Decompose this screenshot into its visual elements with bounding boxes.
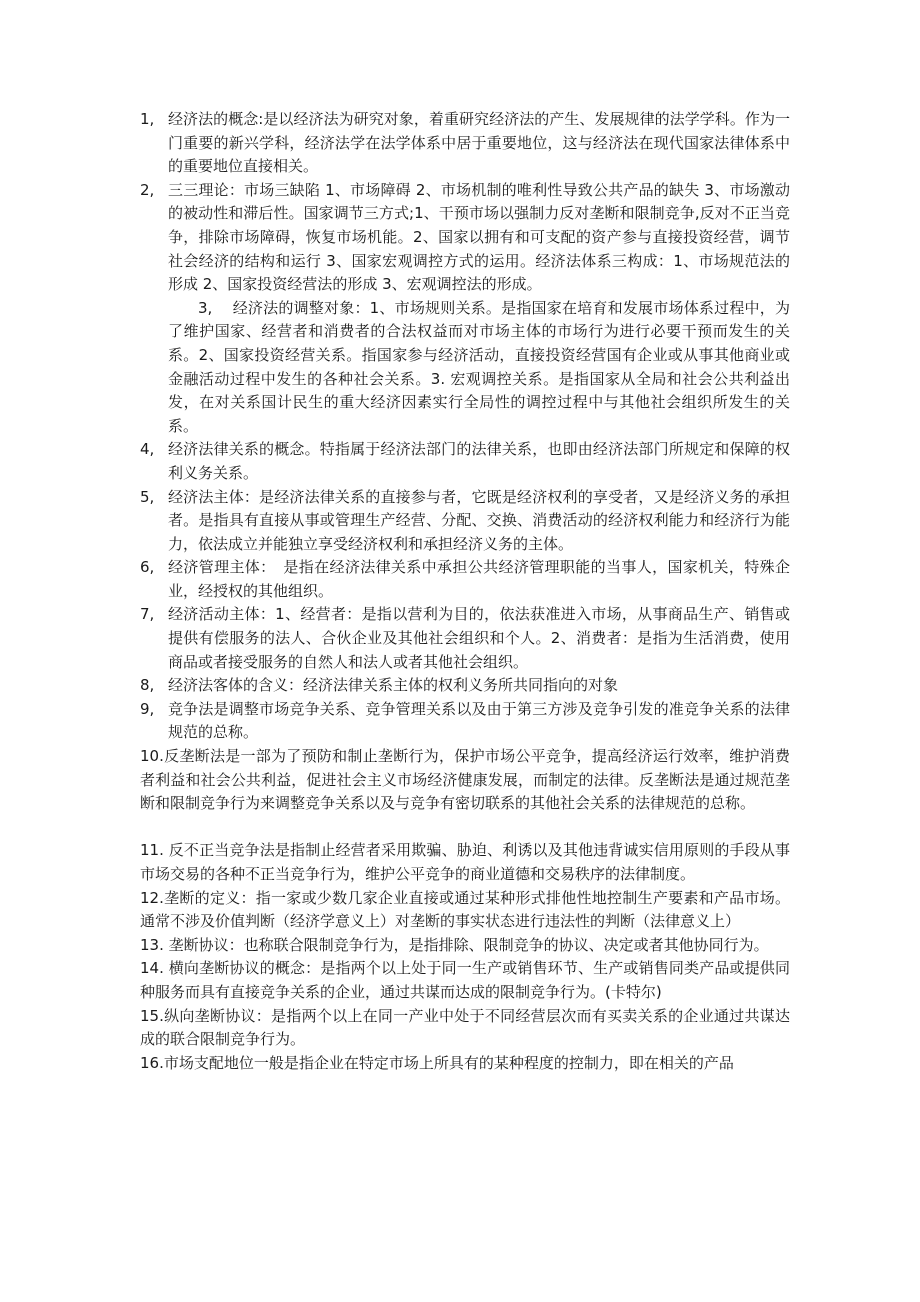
list-item-5	[140, 486, 790, 557]
paragraph-13: 13. 垄断协议：也称联合限制竞争行为，是指排除、限制竞争的协议、决定或者其他协同行为。	[140, 935, 769, 954]
item-number: 7,	[140, 605, 155, 624]
paragraph-12: 12.垄断的定义：指一家或少数几家企业直接或通过某种形式排他性地控制生产要素和产品市场。通常不涉及价值判断（经济学意义上）对垄断的事实状态进行违法性的判断（法律意义上）	[140, 888, 790, 931]
list-item-3	[140, 297, 790, 439]
item-text: 竞争法是调整市场竞争关系、竞争管理关系以及由于第三方涉及竞争引发的准竞争关系的法律规范的总称。	[168, 699, 790, 742]
list-item-1	[140, 108, 790, 179]
item-number: 6,	[140, 558, 155, 577]
item-number: 1,	[140, 110, 155, 128]
list-item-8	[140, 674, 790, 698]
item-number: 8,	[140, 676, 155, 695]
item-text: 经济管理主体： 是指在经济法律关系中承担公共经济管理职能的当事人，国家机关，特殊企业，经授权的其他组织。	[168, 558, 790, 600]
paragraph-11: 11. 反不正当竞争法是指制止经营者采用欺骗、胁迫、利诱以及其他违背诚实信用原则的手段从事市场交易的各种不正当竞争行为，维护公平竞争的商业道德和交易秩序的法律制度。	[140, 841, 790, 883]
document-body	[140, 108, 790, 1075]
list-item-7	[140, 603, 790, 674]
list-item-9	[140, 698, 790, 745]
item-number: 5,	[140, 487, 155, 506]
list-item-2	[140, 179, 790, 297]
list-item-6	[140, 556, 790, 603]
item-text: 经济法主体：是经济法律关系的直接参与者，它既是经济权利的享受者，又是经济义务的承担者。是指具有直接从事或管理生产经营、分配、交换、消费活动的经济权利能力和经济行为能力，依法成立并能独立享受经济权利和承担经济义务的主体。	[168, 487, 790, 553]
item-number: 2,	[140, 180, 155, 199]
paragraph-10: 10.反垄断法是一部为了预防和制止垄断行为，保护市场公平竞争，提高经济运行效率，维护消费者利益和社会公共利益，促进社会主义市场经济健康发展，而制定的法律。反垄断法是通过规范垄断和限制竞争行为来调整竞争关系以及与竞争有密切联系的其他社会关系的法律规范的总称。	[140, 747, 790, 813]
blank-line	[140, 816, 790, 840]
item-text: 经济法客体的含义：经济法律关系主体的权利义务所共同指向的对象	[168, 676, 619, 695]
item-text: 经济法律关系的概念。特指属于经济法部门的法律关系，也即由经济法部门所规定和保障的权利义务关系。	[168, 440, 790, 482]
paragraph-14: 14. 横向垄断协议的概念：是指两个以上处于同一生产或销售环节、生产或销售同类产品或提供同种服务而具有直接竞争关系的企业，通过共谋而达成的限制竞争行为。(卡特尔)	[140, 959, 790, 1001]
item-number: 9,	[140, 699, 155, 718]
item-text: 3, 经济法的调整对象：1、市场规则关系。是指国家在培育和发展市场体系过程中，为了维护国家、经营者和消费者的合法权益而对市场主体的市场行为进行必要干预而发生的关系。2、国家投资经营关系。指国家参与经济活动，直接投资经营国有企业或从事其他商业或金融活动过程中发生的各种社会关系。3. 宏观调控关系。是指国家从全局和社会公共利益出发，在对关系国计民生的重大经济因素实行全局性的调控过程中与其他社会组织所发生的关系。	[168, 298, 790, 435]
item-number: 4,	[140, 440, 155, 459]
item-text: 三三理论：市场三缺陷 1、市场障碍 2、市场机制的唯利性导致公共产品的缺失 3、市场激动的被动性和滞后性。国家调节三方式;1、干预市场以强制力反对垄断和限制竞争,反对不正当竞争，排除市场障碍，恢复市场机能。2、国家以拥有和可支配的资产参与直接投资经营，调节社会经济的结构和运行 3、国家宏观调控方式的运用。经济法体系三构成：1、市场规范法的形成 2、国家投资经营法的形成 3、宏观调控法的形成。	[168, 180, 790, 294]
item-text: 经济法的概念:是以经济法为研究对象，着重研究经济法的产生、发展规律的法学学科。作为一门重要的新兴学科，经济法学在法学体系中居于重要地位，这与经济法在现代国家法律体系中的重要地位直接相关。	[168, 110, 790, 176]
item-text: 经济活动主体：1、经营者：是指以营利为目的，依法获准进入市场，从事商品生产、销售或提供有偿服务的法人、合伙企业及其他社会组织和个人。2、消费者：是指为生活消费，使用商品或者接受服务的自然人和法人或者其他社会组织。	[168, 605, 790, 671]
paragraph-15: 15.纵向垄断协议：是指两个以上在同一产业中处于不同经营层次而有买卖关系的企业通过共谋达成的联合限制竞争行为。	[140, 1006, 790, 1049]
list-item-4	[140, 438, 790, 485]
paragraph-16: 16.市场支配地位一般是指企业在特定市场上所具有的某种程度的控制力，即在相关的产品	[140, 1053, 734, 1072]
